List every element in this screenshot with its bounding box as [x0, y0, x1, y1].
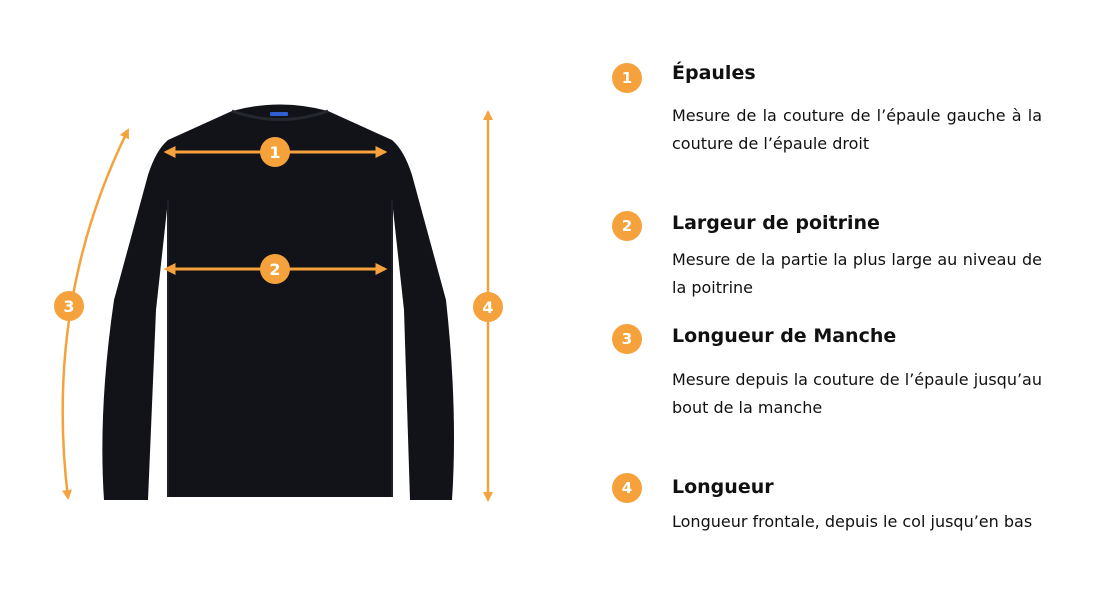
marker-1-label: 1 [269, 143, 281, 162]
legend-desc-sleeve: Mesure depuis la couture de l’épaule jusqu’au bout de la manche [672, 370, 1042, 417]
marker-1 [260, 137, 290, 167]
collar-tag [270, 112, 288, 116]
legend-badge-4: 4 [612, 473, 642, 503]
marker-3-label: 3 [63, 297, 75, 316]
legend-title-sleeve: Longueur de Manche [672, 325, 897, 347]
legend-badge-1: 1 [612, 63, 642, 93]
legend-desc-chest: Mesure de la partie la plus large au niveau de la poitrine [672, 250, 1042, 297]
marker-2 [260, 254, 290, 284]
legend-badge-2: 2 [612, 211, 642, 241]
legend-title-chest: Largeur de poitrine [672, 212, 880, 234]
legend-badge-3: 3 [612, 324, 642, 354]
marker-2-label: 2 [269, 260, 281, 279]
marker-3 [54, 291, 84, 321]
legend-title-shoulders: Épaules [672, 62, 756, 84]
legend-title-length: Longueur [672, 476, 774, 498]
legend-desc-shoulders: Mesure de la couture de l’épaule gauche à la couture de l’épaule droit [672, 106, 1042, 153]
legend-desc-length: Longueur frontale, depuis le col jusqu’en bas [672, 512, 1033, 531]
marker-4 [473, 292, 503, 322]
marker-4-label: 4 [482, 298, 494, 317]
